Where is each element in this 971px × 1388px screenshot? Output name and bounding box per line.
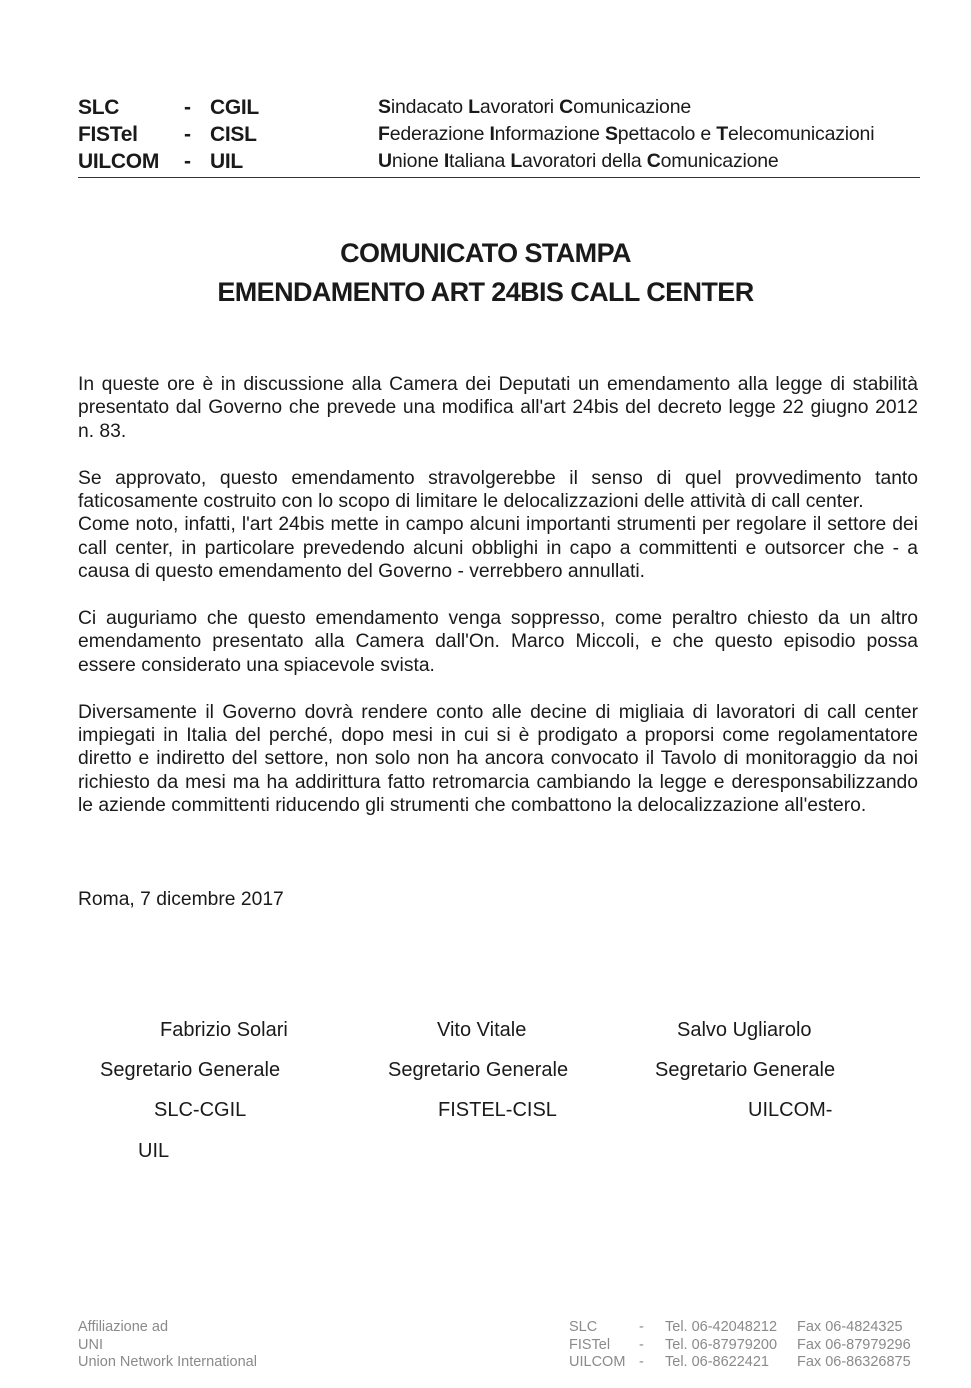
signatory-role: Segretario Generale bbox=[655, 1059, 836, 1081]
press-release-body bbox=[78, 373, 918, 818]
signatory-role: Segretario Generale bbox=[388, 1059, 569, 1081]
contact-row bbox=[569, 1319, 921, 1337]
contact-row bbox=[569, 1337, 921, 1355]
union-abbreviation: SLC bbox=[78, 96, 120, 119]
confederation-name: CGIL bbox=[210, 96, 259, 119]
contact-row bbox=[569, 1354, 921, 1372]
paragraph: In queste ore è in discussione alla Camera dei Deputati un emendamento alla legge di stabilità presentato dal Governo che prevede una modifica all'art 24bis del decreto legge 22 giugno 2012 n. 83. bbox=[78, 374, 918, 442]
union-full-name: Unione Italiana Lavoratori della Comunicazione bbox=[378, 150, 779, 172]
separator-dash: - bbox=[184, 150, 191, 173]
footer-line: Affiliazione ad bbox=[78, 1319, 169, 1335]
contact-org: UILCOM bbox=[569, 1354, 626, 1370]
contact-fax: Fax 06-4824325 bbox=[797, 1319, 903, 1335]
paragraph: Se approvato, questo emendamento stravolgerebbe il senso di quel provvedimento tanto faticosamente costruito con lo scopo di limitare le delocalizzazioni delle attività di call center. bbox=[78, 467, 918, 513]
letterhead-divider bbox=[78, 177, 920, 178]
separator-dash: - bbox=[639, 1336, 644, 1353]
letterhead bbox=[78, 94, 920, 175]
signatory-role: Segretario Generale bbox=[100, 1059, 281, 1081]
union-abbreviation: UILCOM bbox=[78, 150, 160, 173]
confederation-name: UIL bbox=[210, 150, 243, 173]
signatory-name: Salvo Ugliarolo bbox=[677, 1019, 812, 1041]
contact-fax: Fax 06-87979296 bbox=[797, 1336, 911, 1353]
separator-dash: - bbox=[639, 1319, 644, 1335]
union-full-name: Sindacato Lavoratori Comunicazione bbox=[378, 96, 691, 118]
document-subtitle: EMENDAMENTO ART 24BIS CALL CENTER bbox=[217, 277, 754, 307]
footer-contacts bbox=[569, 1319, 921, 1372]
footer-line: Union Network International bbox=[78, 1354, 257, 1370]
signatory-organization: SLC-CGIL bbox=[154, 1099, 247, 1121]
contact-org: FISTel bbox=[569, 1336, 611, 1353]
signatory-organization-continued: UIL bbox=[138, 1140, 170, 1162]
signatory-name: Vito Vitale bbox=[437, 1019, 527, 1041]
contact-org: SLC bbox=[569, 1319, 598, 1335]
separator-dash: - bbox=[639, 1354, 644, 1370]
confederation-name: CISL bbox=[210, 123, 257, 146]
place-date: Roma, 7 dicembre 2017 bbox=[78, 889, 284, 910]
contact-fax: Fax 06-86326875 bbox=[797, 1354, 911, 1370]
union-full-name: Federazione Informazione Spettacolo e Telecomunicazioni bbox=[378, 123, 875, 145]
signatory-organization: FISTEL-CISL bbox=[438, 1099, 557, 1121]
paragraph: Diversamente il Governo dovrà rendere conto alle decine di migliaia di lavoratori di call center impiegati in Italia del perché, dopo mesi in cui si è prodigato a proporsi come regolamentatore diretto e indiretto del settore, non solo non ha ancora convocato il Tavolo di monitoraggio da noi richiesto da mesi ma ha addirittura fatto retromarcia cambiando la legge e deresponsabilizzando le aziende committenti riducendo gli strumenti che combattono la delocalizzazione all'estero. bbox=[78, 701, 918, 817]
separator-dash: - bbox=[184, 96, 191, 119]
paragraph: Come noto, infatti, l'art 24bis mette in campo alcuni importanti strumenti per regolare il settore dei call center, in particolare prevedendo alcuni obblighi in capo a committenti e outsorcer che - a causa di questo emendamento del Governo - verrebbero annullati. bbox=[78, 514, 918, 583]
document-title: COMUNICATO STAMPA bbox=[340, 238, 631, 268]
letterhead-row-uilcom bbox=[78, 148, 920, 175]
union-abbreviation: FISTel bbox=[78, 123, 138, 146]
letterhead-row-slc bbox=[78, 94, 920, 121]
signatory-organization: UILCOM- bbox=[748, 1099, 833, 1121]
footer-affiliation bbox=[78, 1319, 257, 1372]
letterhead-row-fistel bbox=[78, 121, 920, 148]
contact-phone: Tel. 06-8622421 bbox=[665, 1354, 769, 1370]
contact-phone: Tel. 06-42048212 bbox=[665, 1319, 778, 1335]
contact-phone: Tel. 06-87979200 bbox=[665, 1336, 778, 1353]
paragraph: Ci auguriamo che questo emendamento venga soppresso, come peraltro chiesto da un altro emendamento presentato alla Camera dall'On. Marco Miccoli, e che questo episodio possa essere considerato una spiacevole svista. bbox=[78, 608, 918, 676]
footer-line: UNI bbox=[78, 1336, 103, 1353]
signatory-name: Fabrizio Solari bbox=[160, 1019, 288, 1041]
separator-dash: - bbox=[184, 123, 191, 146]
